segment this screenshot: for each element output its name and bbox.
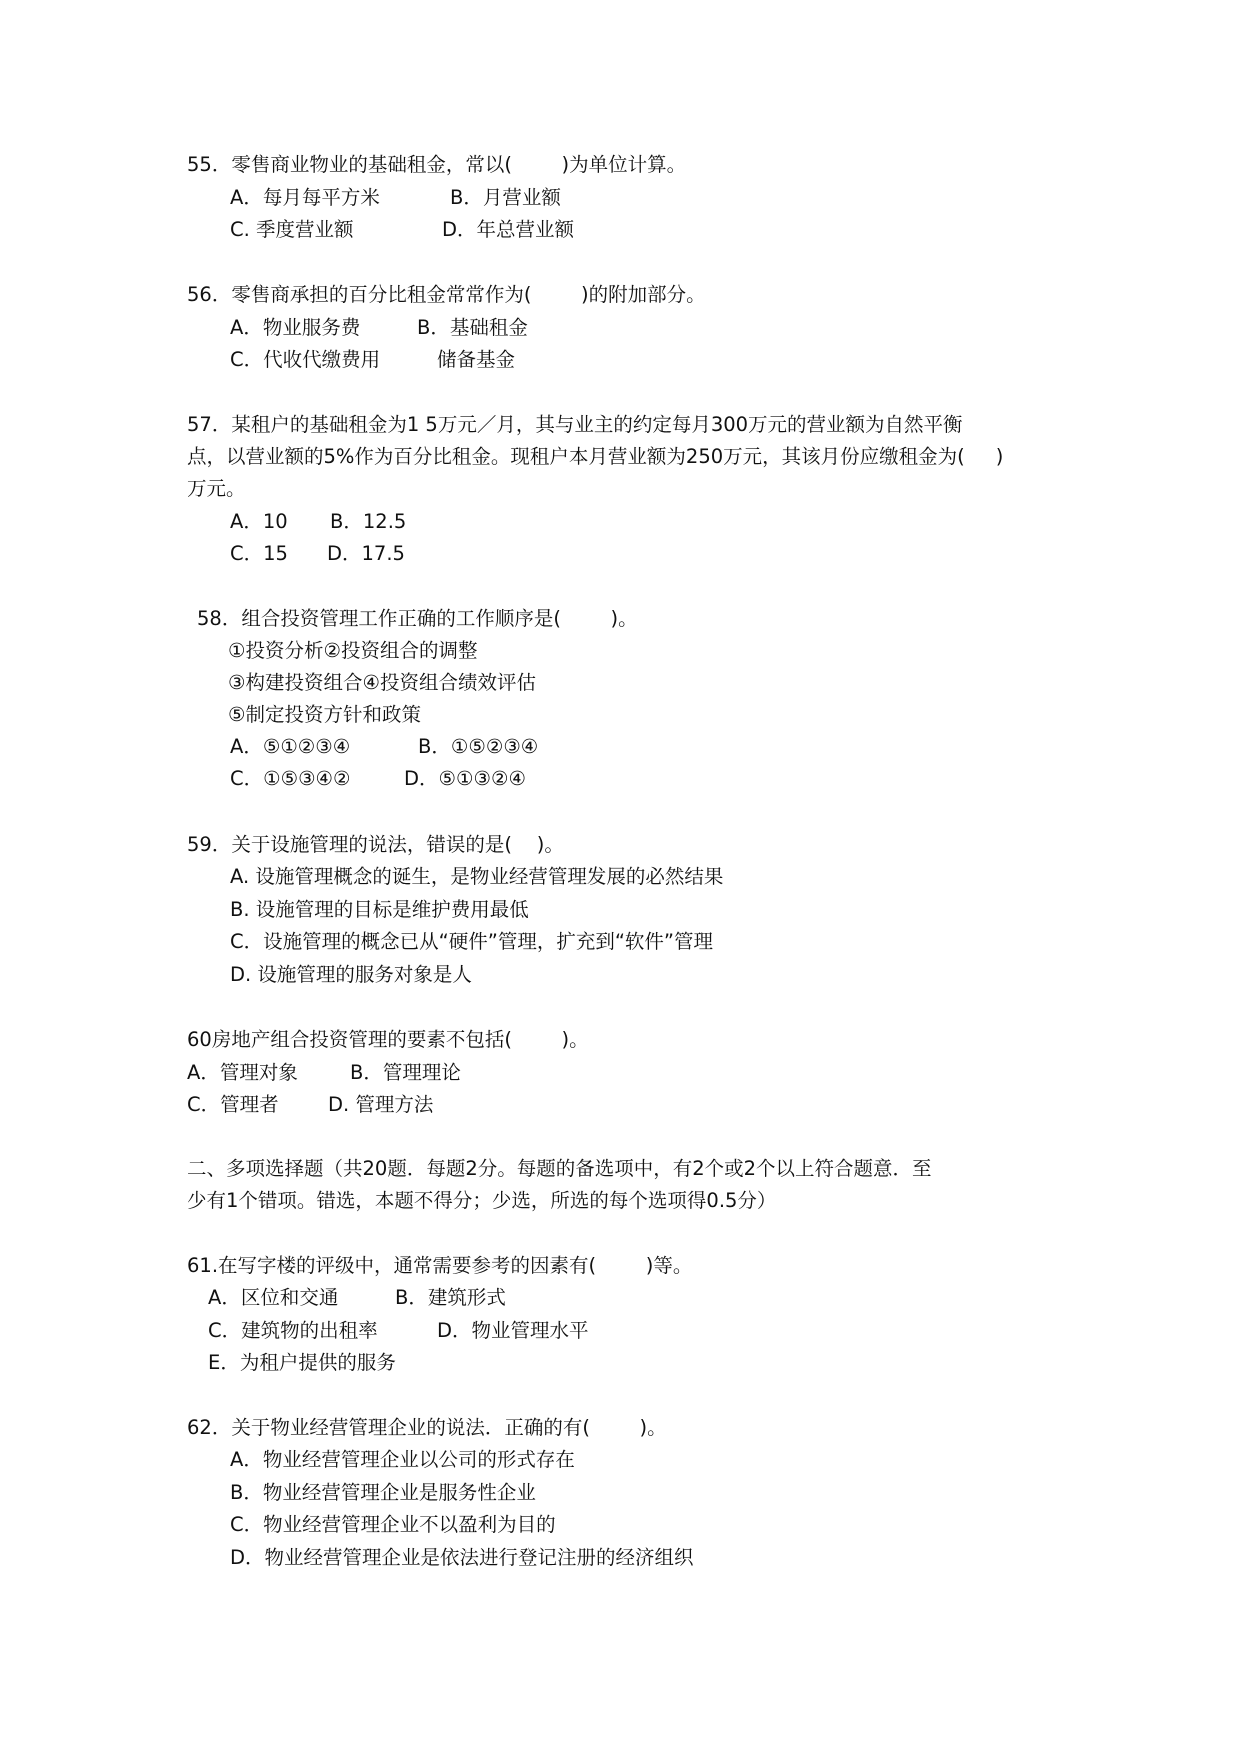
q57-option-b: B．12.5 bbox=[330, 510, 407, 533]
q58-stem: 58．组合投资管理工作正确的工作顺序是( )。 bbox=[197, 607, 638, 630]
q56-stem: 56．零售商承担的百分比租金常常作为( )的附加部分。 bbox=[187, 283, 706, 306]
q59-option-a: A. 设施管理概念的诞生，是物业经营管理发展的必然结果 bbox=[230, 865, 724, 888]
q57-option-a: A．10 bbox=[230, 510, 288, 533]
q62-option-a: A．物业经营管理企业以公司的形式存在 bbox=[230, 1448, 575, 1471]
q59-option-b: B. 设施管理的目标是维护费用最低 bbox=[230, 898, 529, 921]
q58-option-d: D．⑤①③②④ bbox=[404, 767, 526, 790]
q60-stem: 60房地产组合投资管理的要素不包括( )。 bbox=[187, 1028, 589, 1051]
q62-stem: 62．关于物业经营管理企业的说法．正确的有( )。 bbox=[187, 1416, 667, 1439]
q61-option-e: E．为租户提供的服务 bbox=[208, 1351, 396, 1374]
q55-option-a: A．每月每平方米 bbox=[230, 186, 380, 209]
q56-option-a: A．物业服务费 bbox=[230, 316, 361, 339]
q59-stem: 59．关于设施管理的说法，错误的是( )。 bbox=[187, 833, 564, 856]
q59-option-d: D. 设施管理的服务对象是人 bbox=[230, 963, 472, 986]
q56-option-b: B．基础租金 bbox=[417, 316, 528, 339]
q62-option-c: C．物业经营管理企业不以盈利为目的 bbox=[230, 1513, 556, 1536]
q61-option-d: D．物业管理水平 bbox=[437, 1319, 589, 1342]
q61-option-b: B．建筑形式 bbox=[395, 1286, 506, 1309]
section-2-heading-line2: 少有1个错项。错选，本题不得分；少选，所选的每个选项得0.5分） bbox=[187, 1189, 777, 1212]
q60-option-b: B．管理理论 bbox=[350, 1061, 461, 1084]
q58-item-2: ③构建投资组合④投资组合绩效评估 bbox=[228, 671, 536, 694]
q55-option-d: D．年总营业额 bbox=[442, 218, 575, 241]
q60-option-d: D. 管理方法 bbox=[328, 1093, 434, 1116]
q58-option-b: B．①⑤②③④ bbox=[418, 735, 539, 758]
q57-option-c: C．15 bbox=[230, 542, 288, 565]
q55-option-c: C. 季度营业额 bbox=[230, 218, 354, 241]
q58-item-3: ⑤制定投资方针和政策 bbox=[228, 703, 421, 726]
q57-stem-line2: 点，以营业额的5%作为百分比租金。现租户本月营业额为250万元，其该月份应缴租金为( ) bbox=[187, 445, 1004, 468]
q57-stem-line3: 万元。 bbox=[187, 477, 246, 500]
q57-option-d: D．17.5 bbox=[327, 542, 405, 565]
q61-option-c: C．建筑物的出租率 bbox=[208, 1319, 378, 1342]
q60-option-a: A．管理对象 bbox=[187, 1061, 298, 1084]
q56-option-c: C．代收代缴费用 bbox=[230, 348, 381, 371]
q58-option-c: C．①⑤③④② bbox=[230, 767, 351, 790]
q62-option-b: B．物业经营管理企业是服务性企业 bbox=[230, 1481, 536, 1504]
q60-option-c: C．管理者 bbox=[187, 1093, 279, 1116]
q57-stem-line1: 57．某租户的基础租金为1 5万元／月，其与业主的约定每月300万元的营业额为自然平衡 bbox=[187, 413, 963, 436]
q58-item-1: ①投资分析②投资组合的调整 bbox=[228, 639, 478, 662]
section-2-heading-line1: 二、多项选择题（共20题．每题2分。每题的备选项中，有2个或2个以上符合题意．至 bbox=[187, 1157, 932, 1180]
q62-option-d: D．物业经营管理企业是依法进行登记注册的经济组织 bbox=[230, 1546, 694, 1569]
q55-stem: 55．零售商业物业的基础租金，常以( )为单位计算。 bbox=[187, 153, 687, 176]
q61-stem: 61.在写字楼的评级中，通常需要参考的因素有( )等。 bbox=[187, 1254, 693, 1277]
q59-option-c: C．设施管理的概念已从“硬件”管理，扩充到“软件”管理 bbox=[230, 930, 714, 953]
q58-option-a: A．⑤①②③④ bbox=[230, 735, 351, 758]
q55-option-b: B．月营业额 bbox=[450, 186, 561, 209]
q56-option-d: 储备基金 bbox=[437, 348, 516, 371]
q61-option-a: A．区位和交通 bbox=[208, 1286, 339, 1309]
